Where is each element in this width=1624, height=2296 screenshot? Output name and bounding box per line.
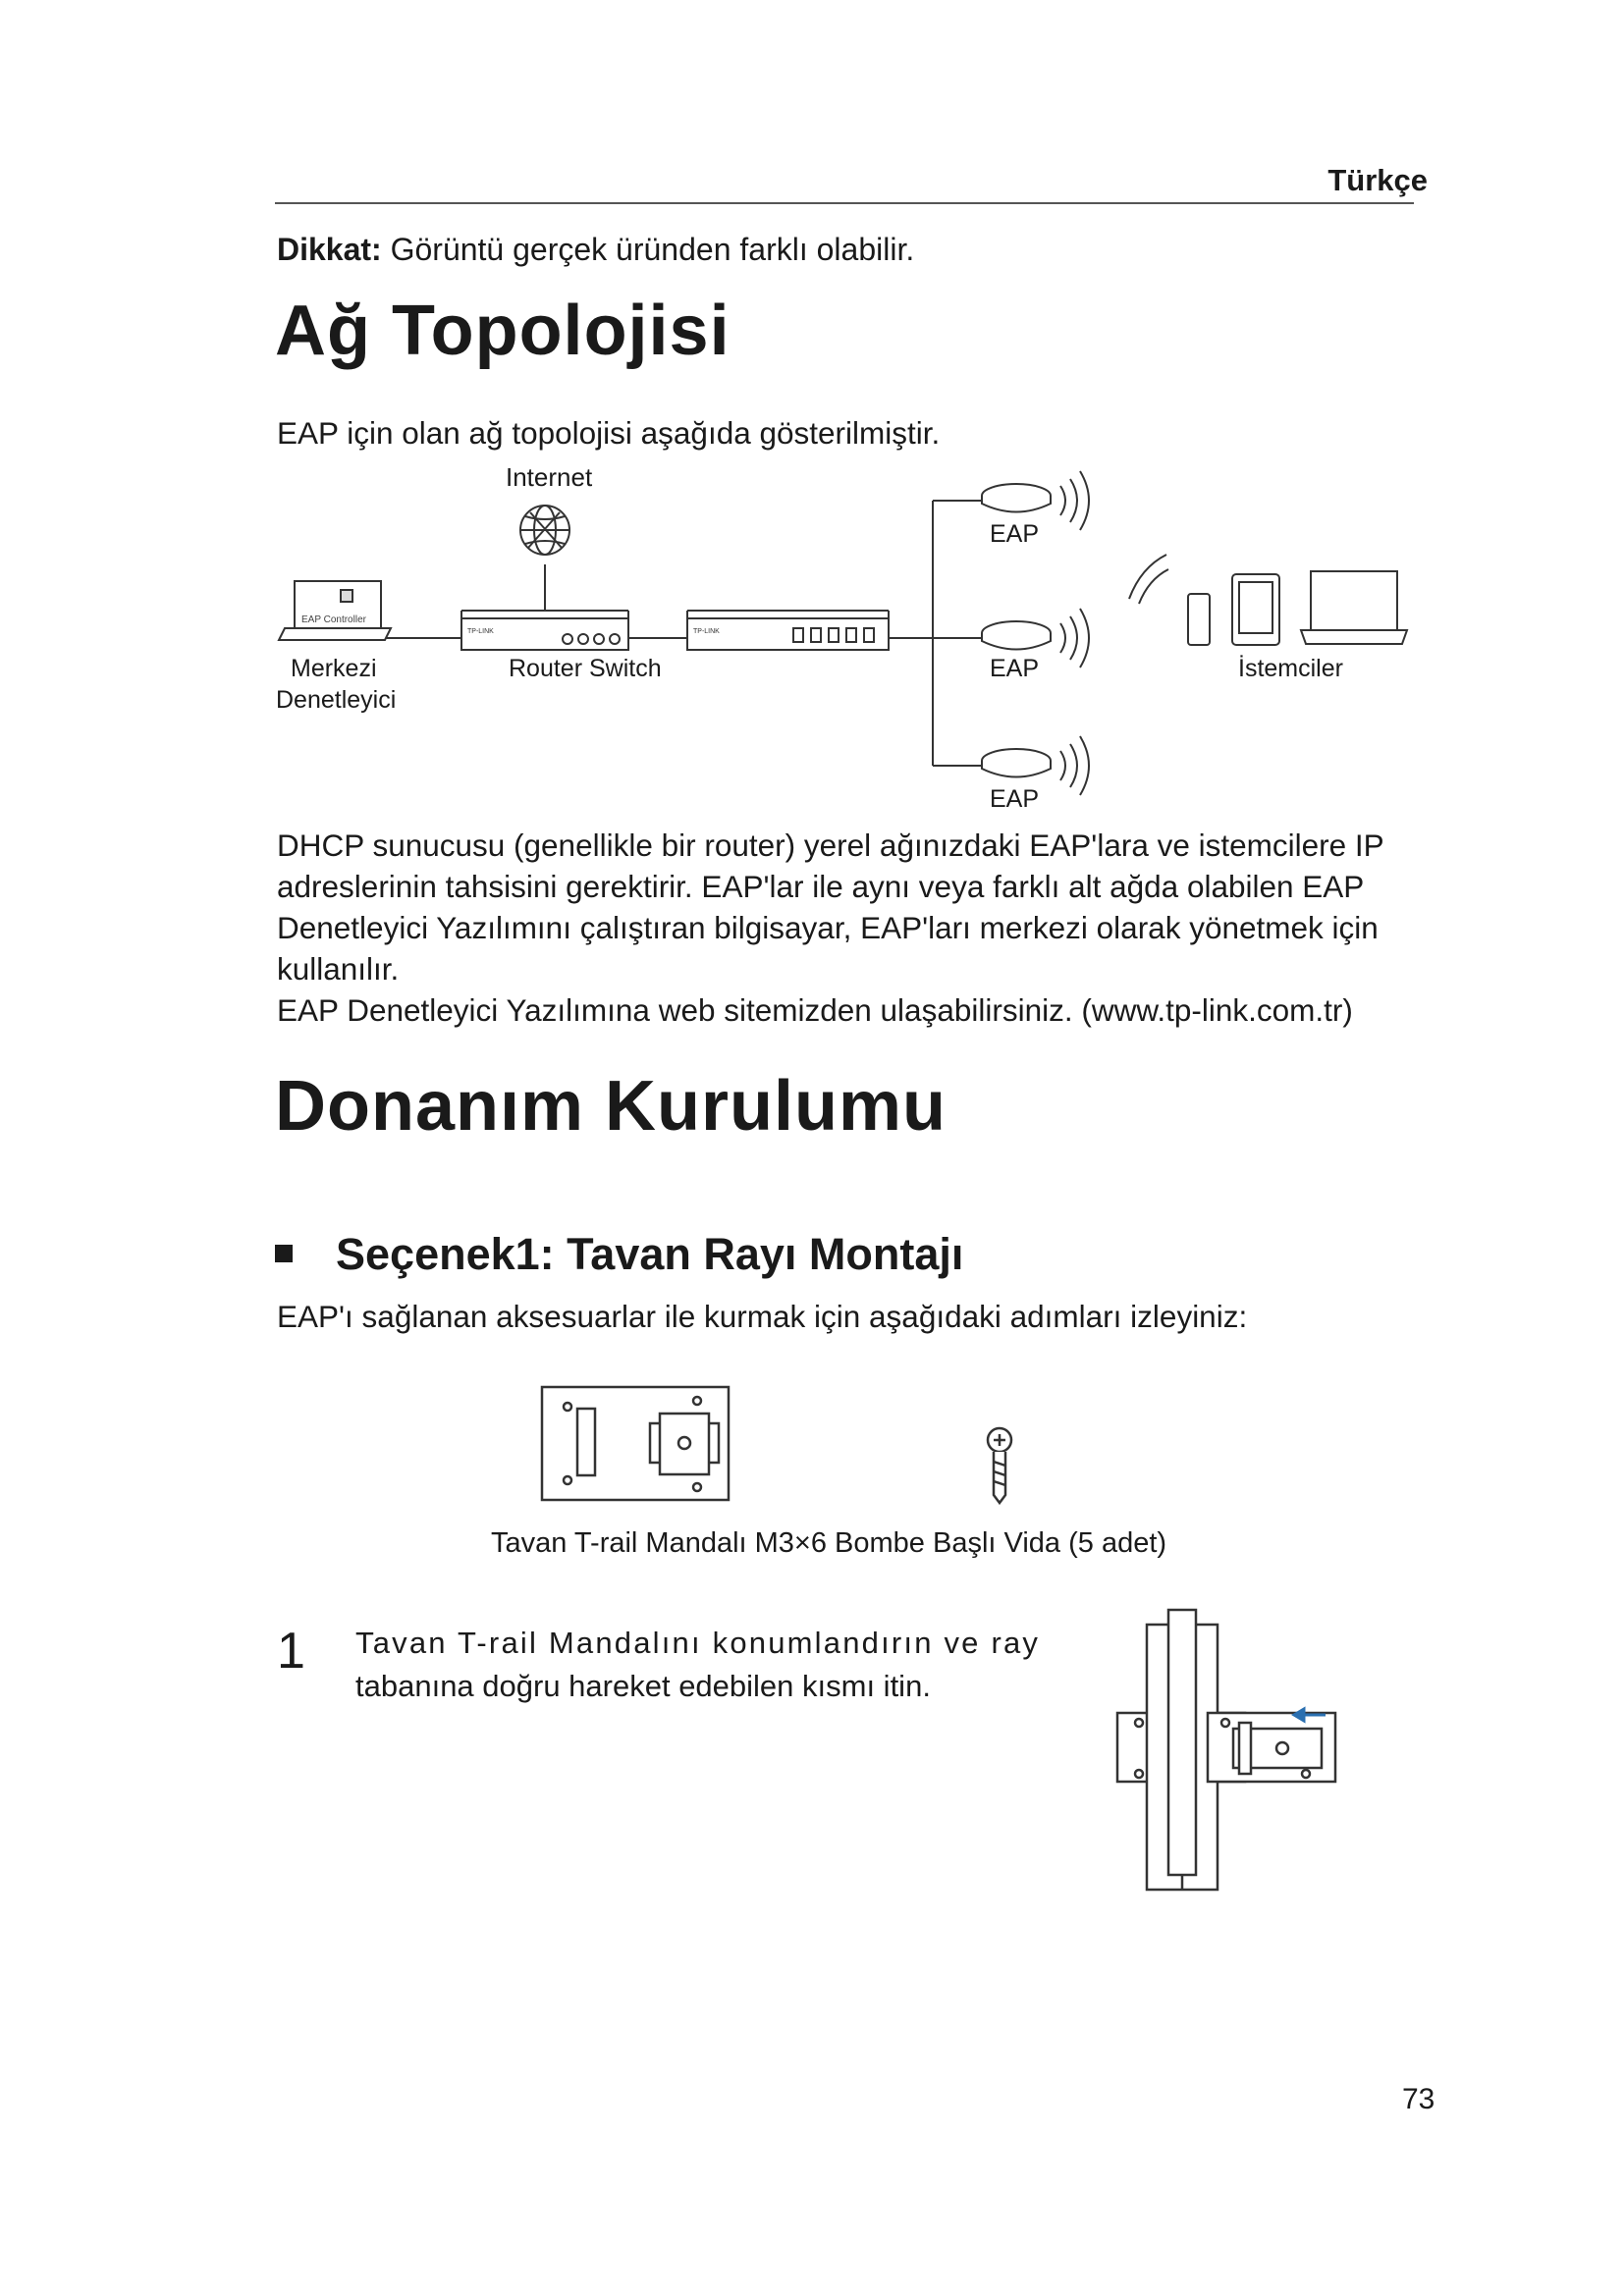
globe-icon [520,506,569,555]
option-title [275,1229,963,1280]
bullet-square-icon [275,1245,293,1262]
screw-icon [988,1428,1011,1503]
switch-brand: TP-LINK [693,628,720,635]
wifi-waves-icon [1060,471,1168,795]
language-label: Türkçe [1327,163,1428,197]
option-intro: EAP'ı sağlanan aksesuarlar ile kurmak için aşağıdaki adımları izleyiniz: [277,1299,1248,1334]
eap-label-middle: EAP [990,655,1040,682]
topology-intro: EAP için olan ağ topolojisi aşağıda gösterilmiştir. [277,415,941,451]
option-title-text: Seçenek1: Tavan Rayı Montajı [336,1229,964,1279]
accessories-caption: Tavan T-rail Mandalı M3×6 Bombe Başlı Vida (5 adet) [491,1527,1167,1559]
accessories-illustration [530,1379,1041,1512]
router-label: Router Switch [509,655,662,682]
step-1-line-1: Tavan T-rail Mandalını konumlandırın ve ray [355,1626,1041,1660]
controller-label-line2: Denetleyici [276,686,397,714]
topology-title: Ağ Topolojisi [275,292,731,370]
install-title: Donanım Kurulumu [275,1067,947,1146]
internet-label: Internet [506,462,593,492]
page-number: 73 [1402,2083,1435,2115]
topology-paragraph-1: DHCP sunucusu (genellikle bir router) yerel ağınızdaki EAP'lara ve istemcilere IP adreslerinin tahsisini gerektirir. EAP'lar ile aynı veya farklı alt ağda olabilen EAP Denetleyici Yazılımını çalıştıran bilgisayar, EAP'ları merkezi olarak yönetmek için kullanılır. [277,828,1384,987]
eap-label-top: EAP [990,520,1040,548]
controller-screen-label: EAP Controller [301,614,366,625]
step-1-number: 1 [277,1623,305,1680]
laptop-controller-icon [279,581,391,640]
note-text: Görüntü gerçek üründen farklı olabilir. [381,232,915,267]
t-rail-clip-icon [542,1387,729,1500]
step-1-line-2: tabanına doğru hareket edebilen kısmı itin. [355,1669,931,1703]
clients-label: İstemciler [1238,655,1343,682]
controller-label-line1: Merkezi [291,655,377,682]
topology-paragraph-2: EAP Denetleyici Yazılımına web sitemizden ulaşabilirsiniz. (www.tp-link.com.tr) [277,992,1353,1028]
note-label: Dikkat: [277,232,382,267]
eap-label-bottom: EAP [990,785,1040,813]
clients-icon [1188,571,1407,645]
step-1-text [355,1622,1062,1708]
step-1-illustration [1110,1605,1355,1899]
topology-diagram [0,0,1624,825]
router-brand: TP-LINK [467,628,494,635]
